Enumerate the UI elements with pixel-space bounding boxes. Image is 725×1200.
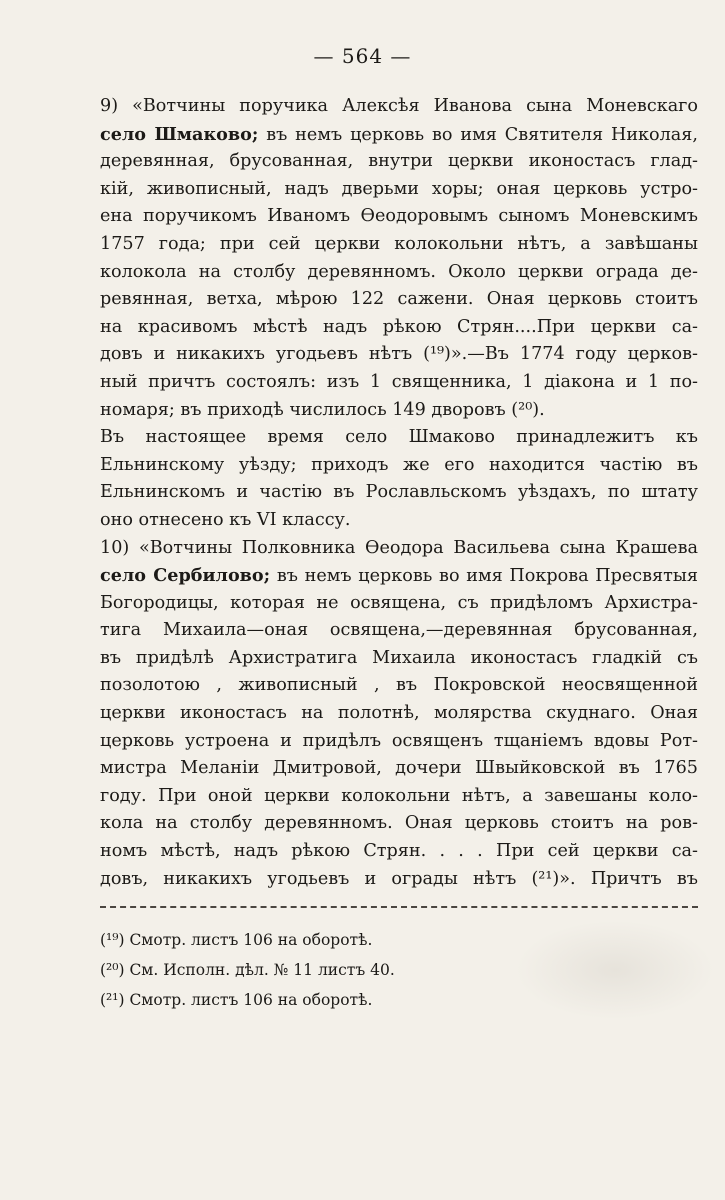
text-run: мистра Меланіи Дмитровой, дочери Швыйковской въ 1765 (100, 758, 698, 779)
text-line (100, 314, 698, 342)
footnotes (100, 925, 600, 1015)
text-line (100, 728, 698, 756)
text-line (100, 341, 698, 369)
text-line (100, 397, 698, 425)
text-line (100, 590, 698, 618)
text-line (100, 424, 698, 452)
text-line (100, 231, 698, 259)
text-run: церковь устроена и придѣлъ освященъ тщаніемъ вдовы Рот- (100, 730, 698, 751)
text-run: церкви иконостасъ на полотнѣ, молярства скуднаго. Оная (100, 703, 698, 724)
text-run: Въ настоящее время село Шмаково принадлежитъ къ (100, 427, 698, 448)
footnote: (¹⁹) Смотр. листъ 106 на оборотѣ. (100, 931, 373, 949)
text-line (100, 121, 698, 149)
text-line (100, 672, 698, 700)
text-line (100, 176, 698, 204)
text-line (100, 286, 698, 314)
text-line (100, 617, 698, 645)
text-run: кола на столбу деревянномъ. Оная церковь стоитъ на ров- (100, 813, 698, 834)
text-line (100, 93, 698, 121)
text-run: въ немъ церковь во имя Покрова Пресвятыя (270, 566, 698, 587)
text-run: ный причтъ состоялъ: изъ 1 священника, 1 діакона и 1 по- (100, 371, 698, 392)
page-number: — 564 — (313, 44, 412, 68)
text-line (100, 203, 698, 231)
text-line (100, 507, 698, 535)
text-run: въ немъ церковь во имя Святителя Николая, (258, 124, 698, 145)
text-run: позолотою , живописный , въ Покровской неосвященной (100, 675, 698, 696)
text-line (100, 369, 698, 397)
text-run: ревянная, ветха, мѣрою 122 сажени. Оная церковь стоитъ (100, 289, 698, 310)
text-run: ена поручикомъ Иваномъ Ѳеодоровымъ сыномъ Моневскимъ (100, 206, 698, 227)
text-run: 10) «Вотчины Полковника Ѳеодора Васильева сына Крашева (100, 537, 698, 558)
text-line (100, 562, 698, 590)
body-text (100, 93, 698, 893)
text-run: Ельнинскому уѣзду; приходъ же его находится частію въ (100, 454, 698, 475)
text-line (100, 866, 698, 894)
text-run: оно отнесено къ VI классу. (100, 509, 351, 530)
text-line (100, 148, 698, 176)
text-line (100, 755, 698, 783)
text-line (100, 700, 698, 728)
footnote-separator (100, 906, 698, 908)
text-run: кій, живописный, надъ дверьми хоры; оная церковь устро- (100, 178, 698, 199)
text-line (100, 810, 698, 838)
text-run: 9) «Вотчины поручика Алексѣя Иванова сына Моневскаго (100, 96, 698, 116)
text-run: 1757 года; при сей церкви колокольни нѣтъ, а завѣшаны (100, 233, 698, 254)
text-run: номаря; въ приходѣ числилось 149 дворовъ (²⁰). (100, 399, 545, 420)
text-run: въ придѣлѣ Архистратига Михаила иконостасъ гладкій съ (100, 647, 698, 668)
footnote: (²¹) Смотр. листъ 106 на оборотѣ. (100, 991, 373, 1009)
text-run: тига Михаила—оная освящена,—деревянная брусованная, (100, 620, 698, 641)
text-run: году. При оной церкви колокольни нѣтъ, а завешаны коло- (100, 785, 698, 806)
footnote: (²⁰) См. Исполн. дѣл. № 11 листъ 40. (100, 961, 395, 979)
village-name: село Сербилово; (100, 565, 271, 587)
text-run: Ельнинскомъ и частію въ Рославльскомъ уѣздахъ, по штату (100, 482, 698, 503)
text-run: на красивомъ мѣстѣ надъ рѣкою Стрян....При церкви са- (100, 316, 698, 337)
text-line (100, 838, 698, 866)
text-run: деревянная, брусованная, внутри церкви иконостасъ глад- (100, 151, 698, 172)
text-line (100, 452, 698, 480)
text-line (100, 259, 698, 287)
text-run: довъ, никакихъ угодьевъ и ограды нѣтъ (²¹)». Причтъ въ (100, 868, 698, 889)
text-run: довъ и никакихъ угодьевъ нѣтъ (¹⁹)».—Въ 1774 году церков- (100, 344, 698, 365)
text-line (100, 645, 698, 673)
text-line (100, 479, 698, 507)
village-name: село Шмаково; (100, 123, 259, 145)
text-line (100, 535, 698, 563)
text-line (100, 783, 698, 811)
text-run: номъ мѣстѣ, надъ рѣкою Стрян. . . . При сей церкви са- (100, 841, 698, 862)
text-run: колокола на столбу деревянномъ. Около церкви ограда де- (100, 261, 698, 282)
text-run: Богородицы, которая не освящена, съ придѣломъ Архистра- (100, 592, 698, 613)
